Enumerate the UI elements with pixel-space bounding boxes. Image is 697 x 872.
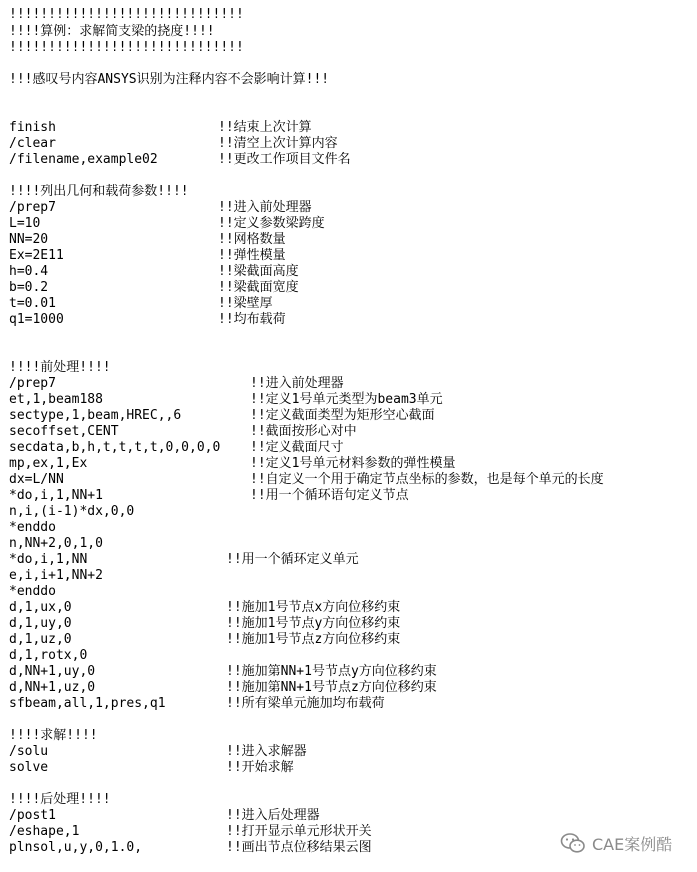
command-text: h=0.4 [9, 264, 49, 279]
command-text: *do,i,1,NN [9, 552, 88, 567]
code-line [9, 696, 385, 712]
code-line [9, 552, 359, 568]
command-text: n,i,(i-1)*dx,0,0 [9, 504, 135, 519]
code-line [9, 584, 56, 600]
comment-text: !!截面按形心对中 [250, 424, 357, 439]
post-heading: !!!!后处理!!!! [9, 792, 111, 807]
code-line [9, 200, 312, 216]
comment-text: !!更改工作项目文件名 [218, 152, 351, 167]
code-line [9, 568, 103, 584]
params-heading: !!!!列出几何和载荷参数!!!! [9, 184, 189, 199]
code-line [9, 536, 103, 552]
command-text: n,NN+2,0,1,0 [9, 536, 103, 551]
comment-text: !!用一个循环定义单元 [226, 552, 359, 567]
comment-text: !!定义1号单元材料参数的弹性模量 [250, 456, 456, 471]
code-line [9, 440, 344, 456]
solve-heading: !!!!求解!!!! [9, 728, 98, 743]
code-line [9, 376, 344, 392]
code-line [9, 488, 409, 504]
comment-text: !!梁截面高度 [218, 264, 299, 279]
comment-text: !!进入前处理器 [250, 376, 344, 391]
comment-text: !!施加1号节点x方向位移约束 [226, 600, 401, 615]
command-text: /filename,example02 [9, 152, 158, 167]
pre-heading: !!!!前处理!!!! [9, 360, 111, 375]
annotation-note: !!!感叹号内容ANSYS识别为注释内容不会影响计算!!! [9, 72, 330, 87]
command-text: secdata,b,h,t,t,t,t,0,0,0,0 [9, 440, 221, 455]
command-text: sfbeam,all,1,pres,q1 [9, 696, 166, 711]
comment-text: !!进入求解器 [226, 744, 307, 759]
code-line [9, 824, 372, 840]
command-text: d,NN+1,uy,0 [9, 664, 96, 679]
code-line [9, 232, 286, 248]
command-text: /solu [9, 744, 49, 759]
banner-bottom: !!!!!!!!!!!!!!!!!!!!!!!!!!!!!! [9, 40, 244, 55]
wechat-icon [560, 832, 586, 854]
command-text: L=10 [9, 216, 41, 231]
comment-text: !!进入后处理器 [226, 808, 320, 823]
code-line [9, 456, 456, 472]
comment-text: !!定义1号单元类型为beam3单元 [250, 392, 443, 407]
watermark-text: CAE案例酷 [592, 834, 673, 854]
watermark [560, 826, 672, 860]
command-text: q1=1000 [9, 312, 64, 327]
command-text: /post1 [9, 808, 56, 823]
code-line [9, 392, 443, 408]
comment-text: !!施加第NN+1号节点z方向位移约束 [226, 680, 437, 695]
comment-text: !!梁壁厚 [218, 296, 273, 311]
banner-top: !!!!!!!!!!!!!!!!!!!!!!!!!!!!!! [9, 7, 244, 22]
command-text: mp,ex,1,Ex [9, 456, 88, 471]
code-line [9, 312, 286, 328]
comment-text: !!用一个循环语句定义节点 [250, 488, 409, 503]
code-line [9, 504, 134, 520]
code-line [9, 216, 325, 232]
code-line [9, 616, 401, 632]
code-line [9, 840, 372, 856]
code-line [9, 120, 312, 136]
comment-text: !!进入前处理器 [218, 200, 312, 215]
comment-text: !!打开显示单元形状开关 [226, 824, 372, 839]
code-line [9, 296, 273, 312]
code-line [9, 136, 338, 152]
comment-text: !!清空上次计算内容 [218, 136, 338, 151]
command-text: /prep7 [9, 376, 56, 391]
comment-text: !!梁截面宽度 [218, 280, 299, 295]
command-text: d,1,uz,0 [9, 632, 72, 647]
comment-text: !!自定义一个用于确定节点坐标的参数，也是每个单元的长度 [250, 472, 604, 487]
code-line [9, 664, 437, 680]
comment-text: !!弹性模量 [218, 248, 286, 263]
comment-text: !!画出节点位移结果云图 [226, 840, 372, 855]
code-line [9, 472, 604, 488]
comment-text: !!施加1号节点y方向位移约束 [226, 616, 401, 631]
command-text: *do,i,1,NN+1 [9, 488, 103, 503]
command-text: t=0.01 [9, 296, 56, 311]
comment-text: !!网格数量 [218, 232, 286, 247]
code-line [9, 760, 294, 776]
code-line [9, 248, 286, 264]
comment-text: !!施加1号节点z方向位移约束 [226, 632, 401, 647]
command-text: secoffset,CENT [9, 424, 119, 439]
comment-text: !!结束上次计算 [218, 120, 312, 135]
command-text: dx=L/NN [9, 472, 64, 487]
comment-text: !!均布载荷 [218, 312, 286, 327]
command-text: *enddo [9, 584, 56, 599]
comment-text: !!定义参数梁跨度 [218, 216, 325, 231]
code-line [9, 648, 87, 664]
command-text: plnsol,u,y,0,1.0, [9, 840, 143, 855]
command-text: *enddo [9, 520, 56, 535]
code-line [9, 680, 437, 696]
comment-text: !!施加第NN+1号节点y方向位移约束 [226, 664, 437, 679]
command-text: b=0.2 [9, 280, 49, 295]
code-line [9, 808, 320, 824]
comment-text: !!所有梁单元施加均布载荷 [226, 696, 385, 711]
comment-text: !!开始求解 [226, 760, 294, 775]
code-line [9, 408, 435, 424]
code-line [9, 280, 299, 296]
command-text: et,1,beam188 [9, 392, 103, 407]
code-line [9, 744, 307, 760]
command-text: /eshape,1 [9, 824, 80, 839]
command-text: d,1,ux,0 [9, 600, 72, 615]
command-text: finish [9, 120, 56, 135]
command-text: d,1,uy,0 [9, 616, 72, 631]
command-text: sectype,1,beam,HREC,,6 [9, 408, 182, 423]
command-text: d,NN+1,uz,0 [9, 680, 96, 695]
comment-text: !!定义截面尺寸 [250, 440, 344, 455]
command-text: d,1,rotx,0 [9, 648, 88, 663]
command-text: solve [9, 760, 49, 775]
comment-text: !!定义截面类型为矩形空心截面 [250, 408, 435, 423]
command-text: e,i,i+1,NN+2 [9, 568, 103, 583]
code-line [9, 152, 351, 168]
command-text: NN=20 [9, 232, 49, 247]
banner-title: !!!!算例：求解简支梁的挠度!!!! [9, 24, 215, 39]
command-text: /prep7 [9, 200, 56, 215]
code-line [9, 264, 299, 280]
code-line [9, 600, 401, 616]
code-line [9, 424, 357, 440]
command-text: /clear [9, 136, 56, 151]
code-line [9, 632, 401, 648]
command-text: Ex=2E11 [9, 248, 64, 263]
code-line [9, 520, 56, 536]
